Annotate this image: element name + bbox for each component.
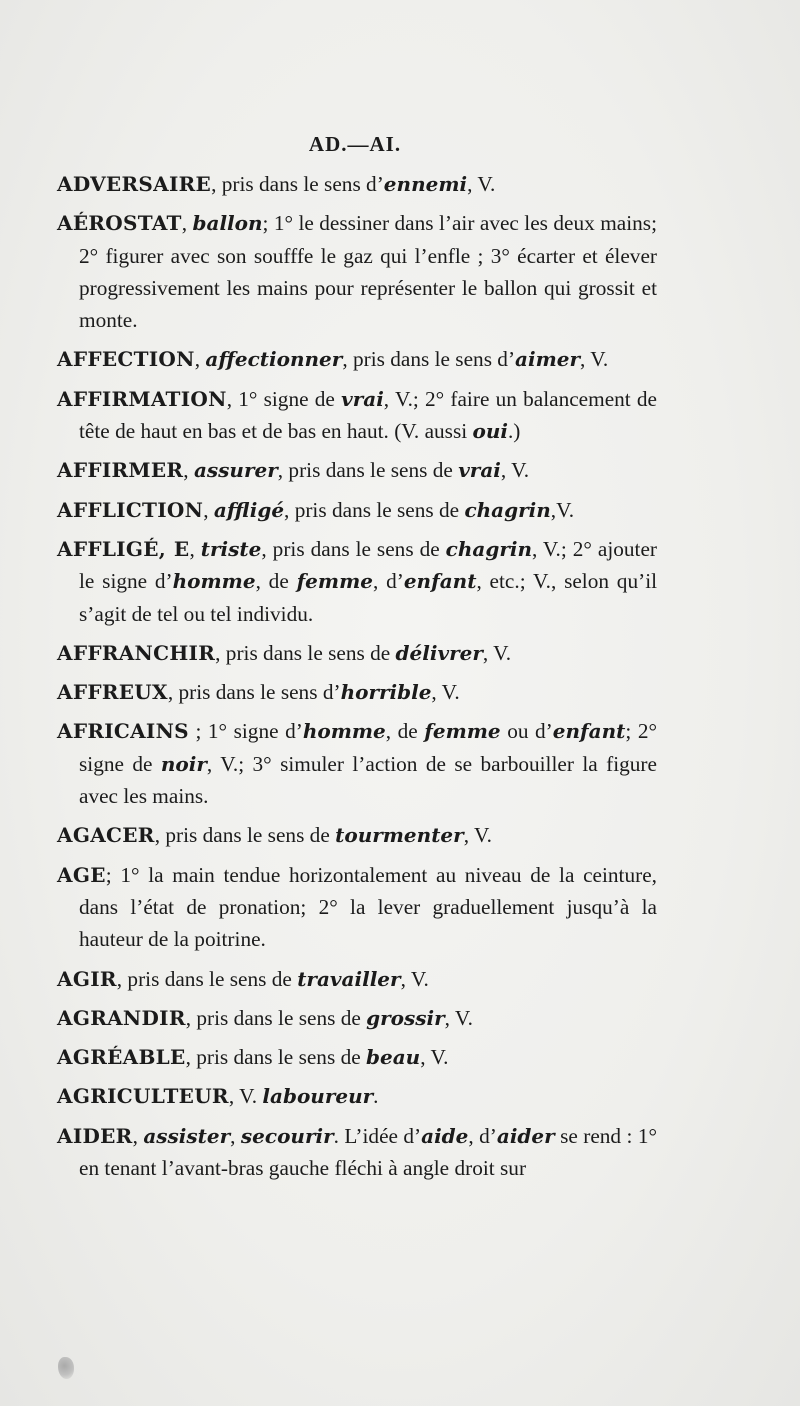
dictionary-entry [57, 207, 657, 336]
entry-headword: AFFIRMER [57, 458, 184, 483]
cross-reference: enfant [552, 719, 626, 744]
entry-headword: AGRÉABLE [57, 1045, 186, 1070]
cross-reference: ennemi [383, 172, 468, 196]
dictionary-entry [57, 637, 657, 669]
entry-text: , V. [431, 680, 460, 705]
entry-text: ; 1° signe d’ [188, 719, 303, 744]
entry-text: , pris dans le sens de [261, 536, 446, 561]
cross-reference: homme [172, 569, 256, 594]
cross-reference: secourir [240, 1123, 334, 1148]
entry-headword: AGRANDIR [57, 1005, 186, 1030]
dictionary-entry [57, 859, 657, 956]
entry-headword: AGRICULTEUR [57, 1084, 229, 1109]
cross-reference: affectionner [205, 347, 343, 372]
entry-text: , V. [444, 1005, 473, 1030]
entry-text: , V. [482, 640, 512, 665]
entry-text: , [132, 1123, 144, 1148]
cross-reference: femme [424, 719, 501, 744]
entry-text: , V. [500, 458, 530, 483]
entry-text: , pris dans le sens de [284, 497, 465, 522]
entry-headword: AFFLIGÉ, E [57, 536, 190, 561]
dictionary-entry [57, 343, 657, 375]
entry-text: , de [385, 719, 425, 744]
cross-reference: aimer [515, 347, 581, 372]
entry-text: ; 1° le dessiner dans l’air avec les deux mains; 2° figurer avec son soufffe le gaz qui l’enfle ; 3° écarter et élever progressivement les mains pour représenter le ballon qui grossit et monte. [79, 211, 658, 333]
cross-reference: assister [143, 1123, 231, 1148]
entry-text: , [181, 211, 193, 236]
entry-text: ,V. [550, 497, 575, 522]
entry-text: , 1° signe de [226, 386, 342, 411]
cross-reference: ballon [192, 211, 263, 236]
cross-reference: beau [366, 1045, 421, 1070]
cross-reference: enfant [403, 569, 477, 594]
entry-text: se rend : 1° en tenant l’avant-bras gauche fléchi à angle droit sur [79, 1123, 657, 1181]
entry-text: , [230, 1123, 241, 1148]
cross-reference: vrai [341, 386, 384, 411]
ink-smudge [58, 1357, 74, 1379]
dictionary-entries [57, 168, 657, 1191]
dictionary-entry [57, 454, 657, 486]
running-header: AD.—AI. [308, 132, 402, 156]
entry-text: , etc.; V., selon qu’il s’agit de tel ou tel individu. [79, 569, 658, 626]
entry-text: , V.; 2° faire un balancement de tête de haut en bas et de bas en haut. (V. aussi [79, 386, 658, 444]
cross-reference: triste [200, 536, 262, 561]
cross-reference: chagrin [464, 497, 551, 522]
entry-text: , pris dans le sens de [154, 823, 336, 848]
entry-text: , V. [463, 823, 492, 848]
dictionary-entry [57, 383, 657, 448]
entry-text: , pris dans le sens de [116, 966, 298, 991]
entry-text: , pris dans le sens d’ [342, 347, 516, 372]
dictionary-entry [57, 1041, 657, 1073]
dictionary-entry [57, 963, 657, 995]
cross-reference: noir [160, 751, 207, 776]
cross-reference: laboureur [262, 1084, 374, 1109]
entry-headword: ADVERSAIRE [57, 172, 212, 196]
entry-text: , V.; 2° ajouter le signe d’ [79, 536, 658, 594]
cross-reference: oui [472, 419, 508, 444]
dictionary-entry [57, 1120, 657, 1185]
entry-text: , pris dans le sens d’ [167, 680, 341, 705]
dictionary-entry [57, 1080, 657, 1112]
dictionary-entry [57, 1002, 657, 1034]
entry-headword: AFFREUX [57, 680, 168, 705]
dictionary-entry [57, 533, 657, 630]
dictionary-entry [57, 494, 657, 526]
entry-text: , V. [420, 1045, 449, 1070]
entry-text: , [194, 347, 206, 372]
cross-reference: femme [296, 569, 373, 594]
entry-text: , [203, 497, 214, 522]
entry-text: , pris dans le sens de [185, 1045, 366, 1070]
entry-text: , d’ [468, 1123, 497, 1148]
cross-reference: horrible [340, 680, 432, 705]
entry-headword: AGIR [57, 966, 117, 991]
entry-headword: AFRICAINS [57, 719, 189, 744]
entry-text: , V. [467, 172, 496, 196]
entry-text: , de [255, 569, 297, 594]
dictionary-entry [57, 676, 657, 708]
entry-text: , d’ [372, 569, 404, 594]
dictionary-entry [57, 715, 657, 812]
cross-reference: homme [302, 719, 386, 744]
entry-text: , V. [400, 966, 429, 991]
entry-text: .) [507, 419, 521, 444]
entry-text: . L’idée d’ [333, 1123, 422, 1148]
entry-headword: AIDER [57, 1123, 133, 1148]
cross-reference: chagrin [445, 536, 532, 561]
entry-headword: AGE [57, 862, 106, 887]
dictionary-entry [57, 168, 657, 200]
entry-headword: AFFECTION [57, 347, 195, 372]
entry-text: , V.; 3° simuler l’action de se barbouiller la figure avec les mains. [79, 751, 657, 809]
entry-headword: AFFLICTION [57, 497, 204, 522]
entry-text: . [373, 1084, 379, 1109]
cross-reference: aider [496, 1123, 555, 1148]
entry-text: ; 1° la main tendue horizontalement au niveau de la ceinture, dans l’état de pronation; 2° la lever graduellement jusqu’à la hauteur de la poitrine. [79, 862, 657, 952]
cross-reference: affligé [213, 497, 285, 522]
entry-text: , [189, 536, 201, 561]
cross-reference: aide [421, 1123, 469, 1148]
entry-headword: AÉROSTAT [57, 211, 182, 236]
cross-reference: grossir [366, 1005, 445, 1030]
entry-text: , [183, 458, 194, 483]
dictionary-entry [57, 819, 657, 851]
entry-headword: AFFRANCHIR [57, 640, 216, 665]
entry-text: ; 2° signe de [79, 719, 658, 776]
entry-text: , pris dans le sens de [185, 1005, 367, 1030]
cross-reference: assurer [193, 458, 278, 483]
entry-text: ou d’ [500, 719, 553, 744]
cross-reference: travailler [297, 966, 401, 991]
cross-reference: tourmenter [335, 823, 464, 848]
entry-headword: AGACER [57, 823, 155, 848]
entry-text: , V. [580, 347, 609, 372]
cross-reference: délivrer [395, 640, 483, 665]
entry-headword: AFFIRMATION [57, 386, 227, 411]
cross-reference: vrai [458, 458, 501, 483]
entry-text: , pris dans le sens de [215, 640, 396, 665]
entry-text: , pris dans le sens d’ [211, 172, 384, 196]
entry-text: , pris dans le sens de [277, 458, 459, 483]
entry-text: , V. [228, 1084, 263, 1109]
